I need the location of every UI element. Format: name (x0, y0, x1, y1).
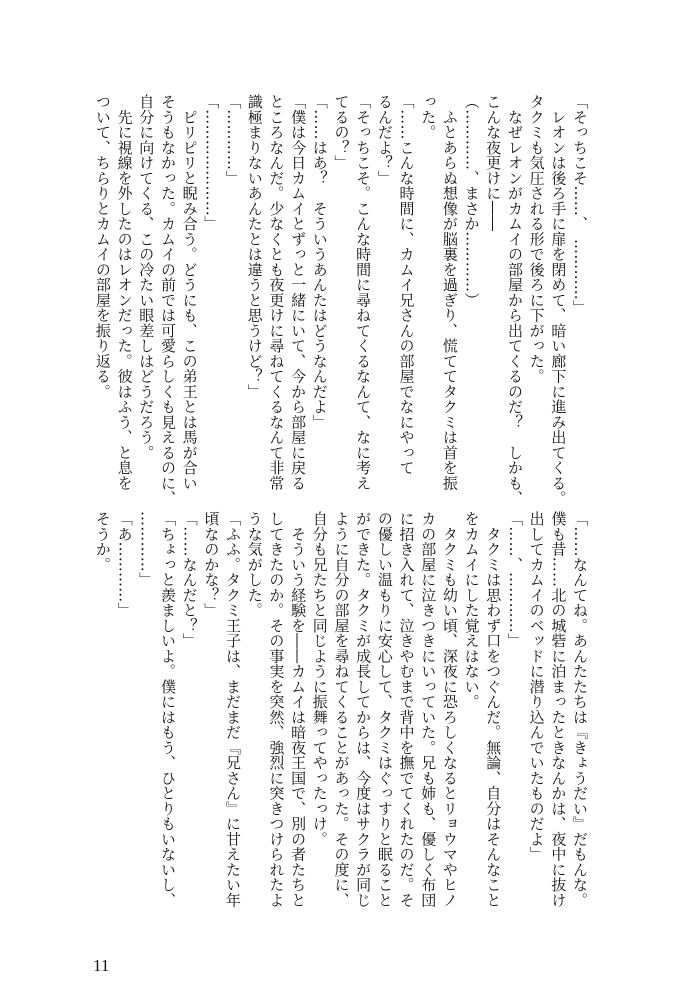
text-line: こんな夜更けに―― (484, 94, 503, 232)
text-line: 「……なんてね。あんたたちは『きょうだい』だもんな。 (571, 511, 589, 908)
text-line: ピリピリと睨み合う。どうにも、この弟王とは馬が合い (180, 94, 199, 491)
text-line: ふとあらぬ想像が脳裏を過ぎり、慌ててタクミは首を振 (440, 94, 459, 491)
text-line: 「…………」 (224, 94, 242, 186)
text-line: 先に視線を外したのはレオンだった。彼はふう、と息を (115, 94, 134, 491)
text-line: そうもなかった。カムイの前では可愛らしくも見えるのに、 (158, 94, 177, 506)
text-line: してきたのか。その事実を突然、強烈に突きつけられたよ (267, 511, 286, 908)
text-line: 「…………………」 (202, 94, 221, 232)
text-line: ついて、ちらりとカムイの部屋を振り返る。 (93, 94, 112, 399)
page-number: 11 (93, 956, 110, 975)
text-line: 頃なのかな？」 (202, 511, 221, 618)
text-block-bottom (90, 511, 590, 926)
text-line: カの部屋に泣きつきにいっていた。兄も姉も、優しく布団 (419, 511, 438, 908)
text-line: 自分も兄たちと同じように振舞ってやったっけ。 (310, 511, 329, 847)
text-line: （…………、まさか…………） (462, 94, 481, 308)
text-line: 「そっちこそ……、 …………」 (571, 94, 589, 316)
text-line: ができた。タクミが成長してからは、今度はサクラが同じ (354, 511, 373, 908)
text-line: 「……なんだと？」 (180, 511, 199, 649)
text-line: 「僕は今日カムイとずっと一緒にいて、今から部屋に戻る (289, 94, 308, 491)
text-line: …………」 (137, 511, 156, 588)
text-line: るんだよ？」 (375, 94, 394, 186)
text-line: った。 (419, 94, 438, 140)
text-line: 「……、…………」 (505, 511, 524, 649)
text-line: そういう経験を――カムイは暗夜王国で、別の者たちと (289, 511, 308, 908)
text-line: 僕も昔……北の城砦に泊まったときなんかは、夜中に抜け (549, 511, 568, 908)
text-line: てるの？」 (332, 94, 351, 171)
text-line: なぜレオンがカムイの部屋から出てくるのだ？ しかも、 (505, 94, 524, 506)
text-line: タクミも気圧される形で後ろに下がった。 (527, 94, 546, 384)
text-line: レオンは後ろ手に扉を閉めて、暗い廊下に進み出てくる。 (549, 94, 568, 506)
text-line: うな気がした。 (245, 511, 264, 618)
text-line: 「……はあ？ そういうあんたはどうなんだよ」 (310, 94, 329, 430)
text-line: ところなんだ。少なくとも夜更けに尋ねてくるなんて非常 (267, 94, 286, 491)
text-line: に招き入れて、泣きやむまで背中を撫でてくれたのだ。そ (397, 511, 416, 908)
text-line: 自分に向けてくる、この冷たい眼差しはどうだろう。 (137, 94, 156, 460)
text-line: 識極まりないあんたとは違うと思うけど？」 (245, 94, 264, 399)
text-line: タクミは思わず口をつぐんだ。無論、自分はそんなこと (484, 511, 503, 908)
text-line: をカムイにした覚えはない。 (462, 511, 481, 710)
text-line: 「あ…………」 (115, 511, 134, 618)
text-line: 「……こんな時間に、カムイ兄さんの部屋でなにやって (397, 94, 416, 476)
text-line: そうか。 (93, 511, 112, 572)
text-line: 出してカムイのベッドに潜り込んでいたものだよ」 (527, 511, 546, 862)
text-line: 「そっちこそ。こんな時間に尋ねてくるなんて、なに考え (354, 94, 373, 491)
text-line: 「ふふ。タクミ王子は、まだまだ『兄さん』に甘えたい年 (224, 511, 242, 908)
text-line: の優しい温もりに安心して、タクミはぐっすりと眠ること (375, 511, 394, 908)
text-block-top (90, 94, 590, 509)
text-line: ように自分の部屋を尋ねてくることがあった。その度に、 (332, 511, 351, 908)
text-line: タクミも幼い頃、深夜に恐ろしくなるとリョウマやヒノ (440, 511, 459, 908)
text-line: 「ちょっと羨ましいよ。僕にはもう、ひとりもいないし、 (158, 511, 177, 908)
